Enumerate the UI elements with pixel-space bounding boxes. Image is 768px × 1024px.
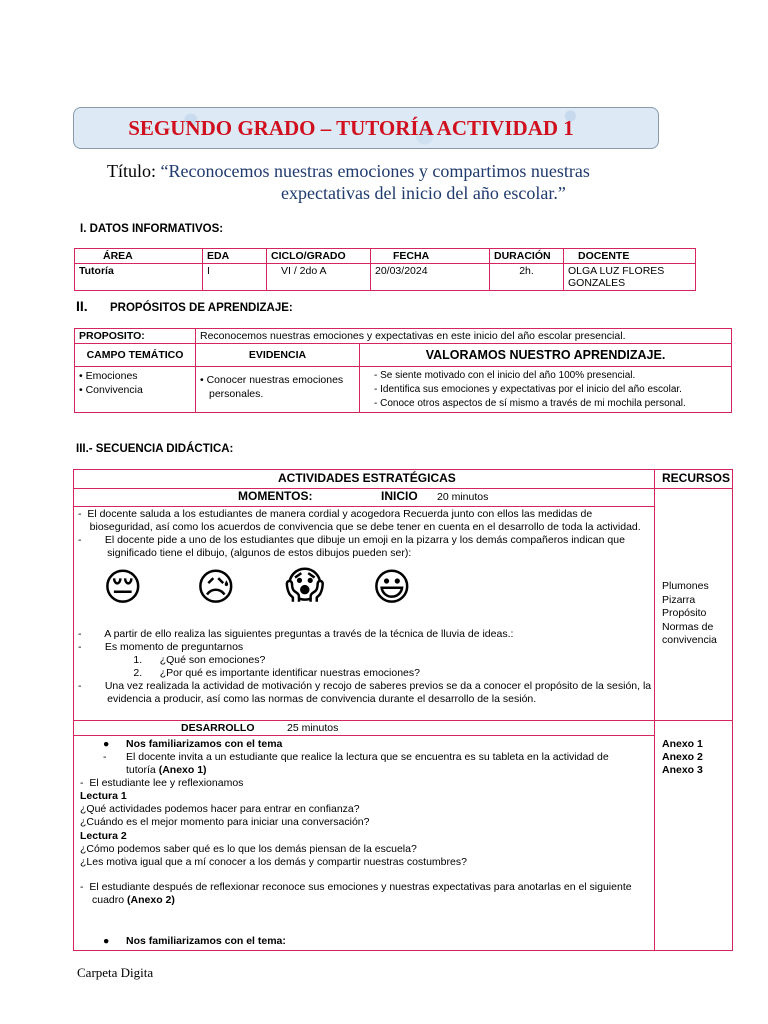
recurso-anexo: Anexo 3 (662, 764, 703, 776)
titulo-text-2: expectativas del inicio del año escolar.” (281, 183, 566, 203)
lectura-1-label: Lectura 1 (80, 790, 127, 802)
campo-item: • Convivencia (79, 384, 143, 396)
valoramos-item: - Identifica sus emociones y expectativas por el inicio del año escolar. (374, 384, 682, 395)
proposito-row (75, 329, 732, 344)
sad-sweat-face-emoji: 😥 (196, 565, 236, 609)
col-eda: EDA (203, 249, 267, 264)
campo-items (75, 367, 196, 413)
inicio-line2: 1. ¿Qué son emociones? (78, 654, 266, 666)
val-duracion: 2h. (490, 264, 564, 291)
desarrollo-bullet-1: Nos familiarizamos con el tema (126, 738, 283, 750)
screaming-face-emoji: 😱 (285, 563, 325, 607)
col-area: ÁREA (75, 249, 203, 264)
reflexion-line-2 (92, 894, 175, 907)
titulo-line-1 (107, 161, 590, 182)
lectura-2-q2: ¿Les motiva igual que a mí conocer a los demás y compartir nuestras costumbres? (80, 856, 467, 868)
dash-icon: - (103, 751, 107, 763)
datos-row (75, 264, 696, 291)
lectura-2-label: Lectura 2 (80, 830, 127, 842)
val-docente: OLGA LUZ FLORES GONZALES (564, 264, 696, 291)
desarrollo-anexo-1: (Anexo 1) (158, 764, 207, 776)
evidencia-cell (196, 367, 360, 413)
reflexion-cuadro: cuadro (92, 894, 125, 906)
recurso-item: Normas de (662, 620, 714, 633)
campo-label: CAMPO TEMÁTICO (75, 344, 196, 367)
title-banner (73, 107, 659, 149)
inicio-line2: evidencia a producir, así como las normas de convivencia durante el desarrollo de la sesión. (78, 693, 537, 705)
recurso-item: convivencia (662, 634, 717, 646)
recurso-item: Pizarra (662, 593, 696, 606)
evidencia-text-2: personales. (209, 388, 264, 400)
grinning-face-emoji: 😃 (372, 565, 412, 609)
valoramos-items (360, 367, 732, 413)
section-1-heading: I. DATOS INFORMATIVOS: (80, 223, 224, 235)
lectura-1-q1: ¿Qué actividades podemos hacer para entrar en confianza? (80, 803, 360, 815)
recurso-item: Plumones (662, 580, 709, 592)
section-2-number: II. (76, 298, 88, 314)
col-docente: DOCENTE (564, 249, 696, 264)
lectura-1-q2: ¿Cuándo es el mejor momento para iniciar una conversación? (80, 816, 370, 828)
bullet-dot-icon: ● (103, 935, 110, 947)
campo-header-row (75, 344, 732, 367)
inicio-line2: - Una vez realizada la actividad de motivación y recojo de saberes previos se da a conocer el propósito de la sesión, la (78, 680, 652, 692)
col-ciclo: CICLO/GRADO (267, 249, 371, 264)
recursos-header: RECURSOS (662, 471, 731, 485)
section-2-heading: PROPÓSITOS DE APRENDIZAJE: (110, 302, 293, 314)
inicio-time: 20 minutos (437, 491, 489, 503)
recursos-desarrollo (662, 738, 703, 777)
recurso-anexo: Anexo 2 (662, 751, 703, 763)
desarrollo-label: DESARROLLO (181, 722, 255, 734)
recurso-item: Propósito (662, 607, 707, 619)
recursos-inicio (662, 580, 717, 648)
desarrollo-tutoria: tutoría (126, 764, 156, 776)
inicio-line2: - Es momento de preguntarnos (78, 641, 244, 653)
inicio-line: bioseguridad, así como los acuerdos de convivencia que se debe tener en cuenta en el desarrollo de toda la actividad. (78, 521, 641, 533)
bullet-dot-icon: ● (103, 738, 110, 750)
desarrollo-line-1: El docente invita a un estudiante que realice la lectura que se encuentra es su tableta en la actividad de (126, 751, 609, 763)
evidencia-text: • Conocer nuestras emociones (200, 374, 344, 386)
inicio-line2: - A partir de ello realiza las siguientes preguntas a través de la técnica de lluvia de ideas.: (78, 628, 514, 640)
page-title: SEGUNDO GRADO – TUTORÍA ACTIVIDAD 1 (128, 116, 574, 140)
momentos-label: MOMENTOS: (238, 489, 313, 503)
desarrollo-line-2 (126, 764, 207, 777)
inicio-label: INICIO (381, 489, 418, 503)
evidencia-label: EVIDENCIA (196, 344, 360, 367)
recurso-anexo: Anexo 1 (662, 738, 703, 750)
lee-line: - El estudiante lee y reflexionamos (80, 777, 244, 789)
datos-table (74, 248, 696, 291)
section-3-heading: III.- SECUENCIA DIDÁCTICA: (76, 443, 234, 455)
val-area: Tutoría (75, 264, 203, 291)
valoramos-label: VALORAMOS NUESTRO APRENDIZAJE. (360, 344, 732, 367)
val-eda: I (203, 264, 267, 291)
desarrollo-time: 25 minutos (287, 722, 339, 734)
pensive-face-emoji: 😔 (103, 565, 143, 609)
inicio-line: - El docente pide a uno de los estudiantes que dibuje un emoji en la pizarra y los demás compañeros indican que (78, 534, 625, 546)
datos-header-row (75, 249, 696, 264)
lectura-2-q1: ¿Cómo podemos saber qué es lo que los demás piensan de la escuela? (80, 843, 417, 855)
bullet-2: Nos familiarizamos con el tema: (126, 935, 286, 947)
valoramos-item: - Se siente motivado con el inicio del año 100% presencial. (374, 370, 636, 381)
proposito-text: Reconocemos nuestras emociones y expectativas en este inicio del año escolar presencial. (196, 329, 732, 344)
inicio-line2: 2. ¿Por qué es importante identificar nuestras emociones? (78, 667, 420, 679)
campo-item: • Emociones (79, 370, 138, 382)
proposito-label: PROPOSITO: (75, 329, 196, 344)
val-fecha: 20/03/2024 (371, 264, 490, 291)
titulo-text-1: “Reconocemos nuestras emociones y compartimos nuestras (160, 161, 590, 181)
col-fecha: FECHA (371, 249, 490, 264)
actividades-header: ACTIVIDADES ESTRATÉGICAS (278, 471, 456, 485)
titulo-label: Título: (107, 161, 156, 181)
footer-text: Carpeta Digita (77, 965, 154, 980)
reflexion-anexo-2: (Anexo 2) (127, 894, 175, 906)
campo-row (75, 367, 732, 413)
propositos-table (74, 328, 732, 413)
inicio-line: - El docente saluda a los estudiantes de manera cordial y acogedora Recuerda junto con ellos las medidas de (78, 508, 593, 520)
valoramos-item: - Conoce otros aspectos de sí mismo a través de mi mochila personal. (374, 398, 686, 409)
val-ciclo: VI / 2do A (267, 264, 371, 291)
inicio-line: significado tiene el dibujo, (algunos de estos dibujos pueden ser): (78, 547, 412, 559)
reflexion-line-1: - El estudiante después de reflexionar reconoce sus emociones y nuestras expectativas para anotarlas en el siguiente (80, 881, 632, 893)
col-duracion: DURACIÓN (490, 249, 564, 264)
